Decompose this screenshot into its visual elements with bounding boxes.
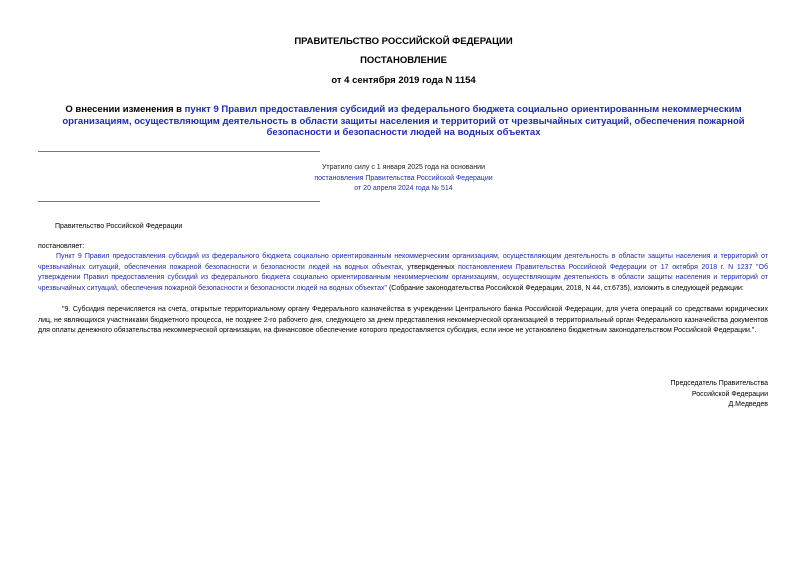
paragraph-text: , утвержденных: [401, 263, 459, 271]
resolves-word: постановляет:: [38, 243, 85, 250]
signer-position-line1: Председатель Правительства: [670, 380, 768, 387]
status-note: [0, 163, 807, 195]
link-rules-point-9[interactable]: Пункт 9 Правил предоставления субсидий из федерального бюджета социально ориентированным некоммерческим организациям, осуществляющим деятельность в области защиты населения и территорий от чрезвычайных ситуаций, обеспечения пожарной безопасности и безопасности людей на водных объектах: [38, 253, 768, 271]
divider-bottom: [38, 201, 320, 202]
status-note-text: Утратило силу с 1 января 2025 года на основании: [321, 164, 486, 171]
paragraph-amendment: [38, 252, 768, 294]
paragraph-new-wording: "9. Субсидия перечисляется на счета, открытые территориальному органу Федерального казначейства в учреждении Центрального банка Российской Федерации, для учета операций со средствами юридических лиц, не являющихся участниками бюджетного процесса, не позднее 2-го рабочего дня, следующего за днем представления некоммерческой организацией в территориальный орган Федерального казначейства документов для оплаты денежного обязательства некоммерческой организации, на финансовое обеспечение которого предоставляется субсидия, если иное не установлено бюджетным законодательством Российской Федерации.".: [38, 306, 768, 335]
document-title: [48, 104, 759, 139]
document-date-number: от 4 сентября 2019 года N 1154: [331, 75, 476, 86]
issuing-body: Правительство Российской Федерации: [55, 223, 183, 230]
document-type-heading: ПОСТАНОВЛЕНИЕ: [360, 55, 447, 66]
signature-block: [671, 379, 768, 411]
divider-top: [38, 151, 320, 152]
government-heading: ПРАВИТЕЛЬСТВО РОССИЙСКОЙ ФЕДЕРАЦИИ: [294, 36, 513, 47]
status-note-link-resolution[interactable]: постановления Правительства Российской Федерации: [314, 174, 493, 182]
signer-position-line2: Российской Федерации: [691, 390, 768, 398]
title-prefix: О внесении изменения в: [65, 104, 185, 115]
title-link[interactable]: пункт 9 Правил предоставления субсидий из федерального бюджета социально ориентированным некоммерческим организациям, осуществляющим деятельность в области защиты населения и территорий от чрезвычайных ситуаций, обеспечения пожарной безопасности и безопасности людей на водных объектах: [62, 104, 745, 138]
status-note-link-date[interactable]: от 20 апреля 2024 года № 514: [354, 185, 453, 192]
signer-name: Д.Медведев: [728, 401, 768, 408]
link-resolution-1237[interactable]: постановлением Правительства Российской Федерации от 17 октября 2018 г. N 1237 "Об утверждении Правил предоставления субсидий из федерального бюджета социально ориентированным некоммерческим организациям, осуществляющим деятельность в области защиты населения и территорий от чрезвычайных ситуаций, обеспечения пожарной безопасности и безопасности людей на водных объектах": [38, 263, 768, 292]
paragraph-text: (Собрание законодательства Российской Федерации, 2018, N 44, ст.6735), изложить в следующей редакции:: [387, 284, 744, 292]
